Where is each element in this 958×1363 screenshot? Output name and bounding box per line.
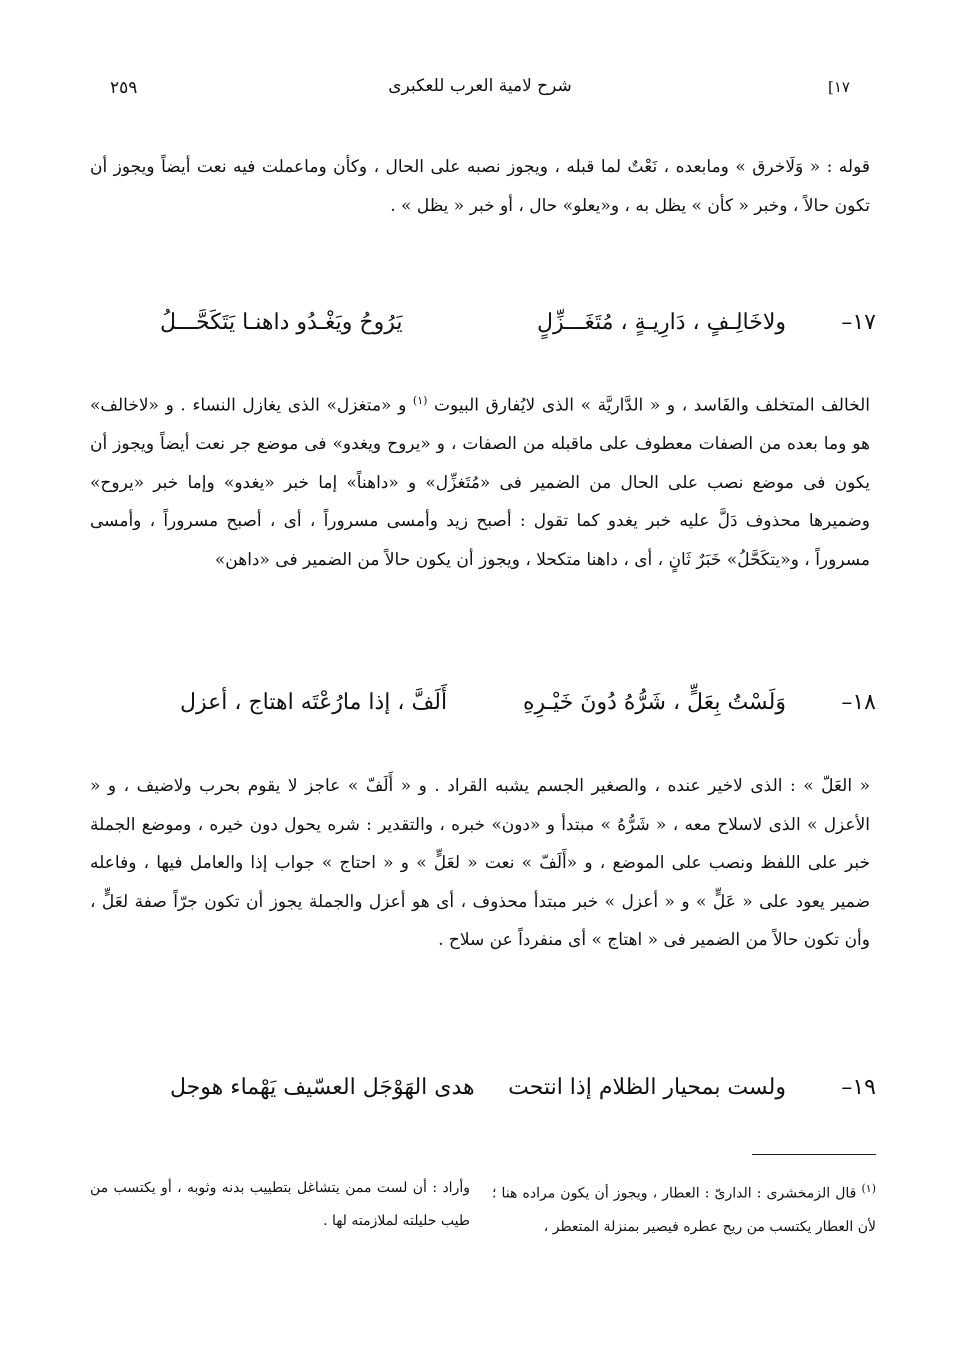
section-signature: ١٧]	[828, 78, 850, 96]
verse-second-hemistich: هدى الهَوْجَل العسّيف يَهْماء هوجل	[170, 1075, 475, 1100]
running-header	[110, 72, 850, 106]
footnote-text: قال الزمخشرى : الدارىّ : العطار ، ويجوز أن يكون مراده هنا ؛ لأن العطار يكتسب من ريح عطره فيصير بمنزلة المتعطر ،	[492, 1185, 876, 1235]
commentary-verse-18: « العَلّ » : الذى لاخير عنده ، والصغير الجسم يشبه القراد . و « أَلَفّ » عاجز لا يقوم بحرب ولاضيف ، و « الأعزل » الذى لاسلاح معه ، « شَرُّهُ » مبتدأ و «دون» خبره ، والتقدير : شره يحول دون خيره ، وموضع الجملة خبر على اللفظ ونصب على الموضع ، و «أَلَفّ » نعت « لعَلٍّ » و « احتاج » جواب إذا والعامل فيها ، وفاعله ضمير يعود على « عَلٍّ » و « أعزل » خبر مبتدأ محذوف ، أى هو أعزل والجملة يجوز أن تكون جرّاً صفة لعَلٍّ ، وأن تكون حالاً من الضمير فى « اهتاج » أى منفرداً عن سلاح .	[90, 776, 871, 950]
commentary-verse-17	[90, 382, 870, 579]
book-title: شرح لامية العرب للعكبرى	[388, 76, 572, 96]
commentary-text: الخالف المتخلف والفَاسد ، و « الدَّاريَّة » الذى لايُفارق البيوت	[434, 395, 870, 416]
verse-17	[160, 310, 876, 350]
verse-first-hemistich: ولست بمحيار الظلام إذا انتحت	[508, 1075, 786, 1100]
verse-second-hemistich: أَلَفَّ ، إذا مارُعْتَه اهتاج ، أعزل	[180, 690, 448, 715]
commentary-text: و «متغزل» الذى يغازل النساء . و «لاخالف» هو وما بعده من الصفات معطوف على ماقبله من الصفات ، و «يروح ويغدو» فى موضع جر نعت أيضاً ويجوز أن يكون فى موضع نصب على الحال من الضمير فى «مُتَغزِّل» و «داهناً» إما خبر «يغدو» وإما خبر «يروح» وضميرها محذوف دَلَّ عليه خبر يغدو كما تقول : أصبح زيد وأمسى مسروراً ، أى ، أصبح مسروراً ، وأمسى مسروراً ، و«يتكَحَّلُ» خَبَرٌ ثَانٍ ، أى ، داهنا متكحلا ، ويجوز أن يكون حالاً من الضمير فى «داهن»	[90, 395, 870, 570]
verse-number: ١٧–	[841, 310, 876, 335]
footnote-marker: (١)	[861, 1182, 876, 1195]
footnote-column-left: وأراد : أن لست ممن يتشاغل بتطييب بدنه وثوبه ، أو يكتسب من طيب حليلته لملازمته لها .	[90, 1180, 470, 1229]
footnote-divider	[752, 1154, 876, 1155]
verse-number: ١٩–	[841, 1075, 876, 1100]
footnote-column-right	[492, 1172, 876, 1244]
verse-19	[170, 1075, 876, 1115]
verse-first-hemistich: ولاخَالِـفٍ ، دَارِيـةٍ ، مُتَغَـــزِّلٍ	[537, 310, 786, 335]
verse-first-hemistich: وَلَسْتُ بِعَلٍّ ، شَرُّهُ دُونَ خَيْـرِهِ	[522, 690, 786, 715]
verse-18	[180, 690, 876, 730]
page-number: ٢٥٩	[110, 78, 138, 98]
footnote-reference: (١)	[412, 394, 428, 407]
verse-second-hemistich: يَرُوحُ ويَغْـدُو داهنـا يَتَكَحَّـــلُ	[160, 310, 403, 335]
intro-paragraph: قوله : « وَلَاخرق » ومابعده ، نَعْتٌ لما قبله ، ويجوز نصبه على الحال ، وكأن وماعملت فيه نعت أيضاً ويجوز أن تكون حالاً ، وخبر « كأن » يظل به ، و«يعلو» حال ، أو خبر « يظل » .	[90, 157, 870, 216]
verse-number: ١٨–	[841, 690, 876, 715]
